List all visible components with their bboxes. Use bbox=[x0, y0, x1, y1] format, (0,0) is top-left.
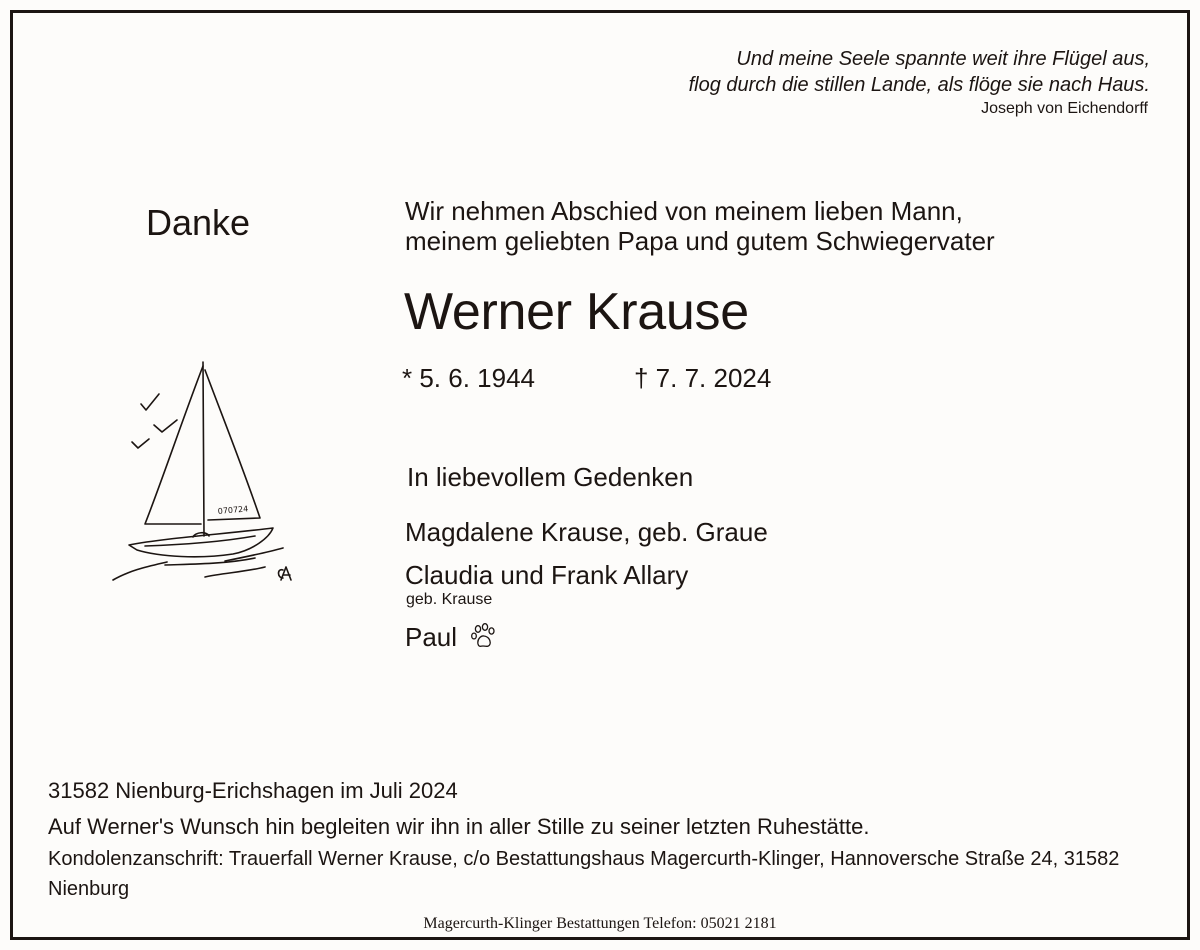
mourner-children-note: geb. Krause bbox=[406, 591, 493, 608]
mourner-pet: Paul bbox=[405, 622, 458, 652]
bird-icon bbox=[132, 439, 149, 448]
notice-text: Auf Werner's Wunsch hin begleiten wir ihn in aller Stille zu seiner letzten Ruhestätte. bbox=[48, 814, 870, 839]
mourner-children: Claudia und Frank Allary bbox=[405, 560, 689, 590]
bird-icon bbox=[141, 394, 159, 410]
funeral-home-contact: Magercurth-Klinger Bestattungen Telefon: 05021 2181 bbox=[352, 915, 848, 933]
bird-icon bbox=[154, 420, 177, 432]
quote-line-2: flog durch die stillen Lande, als flöge sie nach Haus. bbox=[688, 74, 1150, 96]
deceased-name: Werner Krause bbox=[404, 283, 749, 341]
place-date: 31582 Nienburg-Erichshagen im Juli 2024 bbox=[48, 778, 458, 803]
mourner-spouse: Magdalene Krause, geb. Graue bbox=[405, 517, 768, 547]
paw-print-icon bbox=[470, 622, 498, 650]
quote-line-1: Und meine Seele spannte weit ihre Flügel aus, bbox=[736, 48, 1150, 70]
memory-line: In liebevollem Gedenken bbox=[407, 462, 694, 492]
sail-number: 070724 bbox=[217, 504, 249, 516]
intro-line-1: Wir nehmen Abschied von meinem lieben Mann, bbox=[405, 196, 963, 226]
intro-line-2: meinem geliebten Papa und gutem Schwiegervater bbox=[405, 226, 995, 256]
intro-text bbox=[405, 196, 995, 256]
death-date: † 7. 7. 2024 bbox=[634, 363, 772, 393]
quote-author: Joseph von Eichendorff bbox=[981, 100, 1148, 117]
danke-heading: Danke bbox=[146, 202, 251, 243]
condolence-address: Kondolenzanschrift: Trauerfall Werner Krause, c/o Bestattungshaus Magercurth-Klinger, Hannoversche Straße 24, 31582 Nienburg bbox=[48, 848, 1120, 900]
birth-date: * 5. 6. 1944 bbox=[402, 363, 535, 393]
sailboat-drawing bbox=[105, 358, 305, 593]
